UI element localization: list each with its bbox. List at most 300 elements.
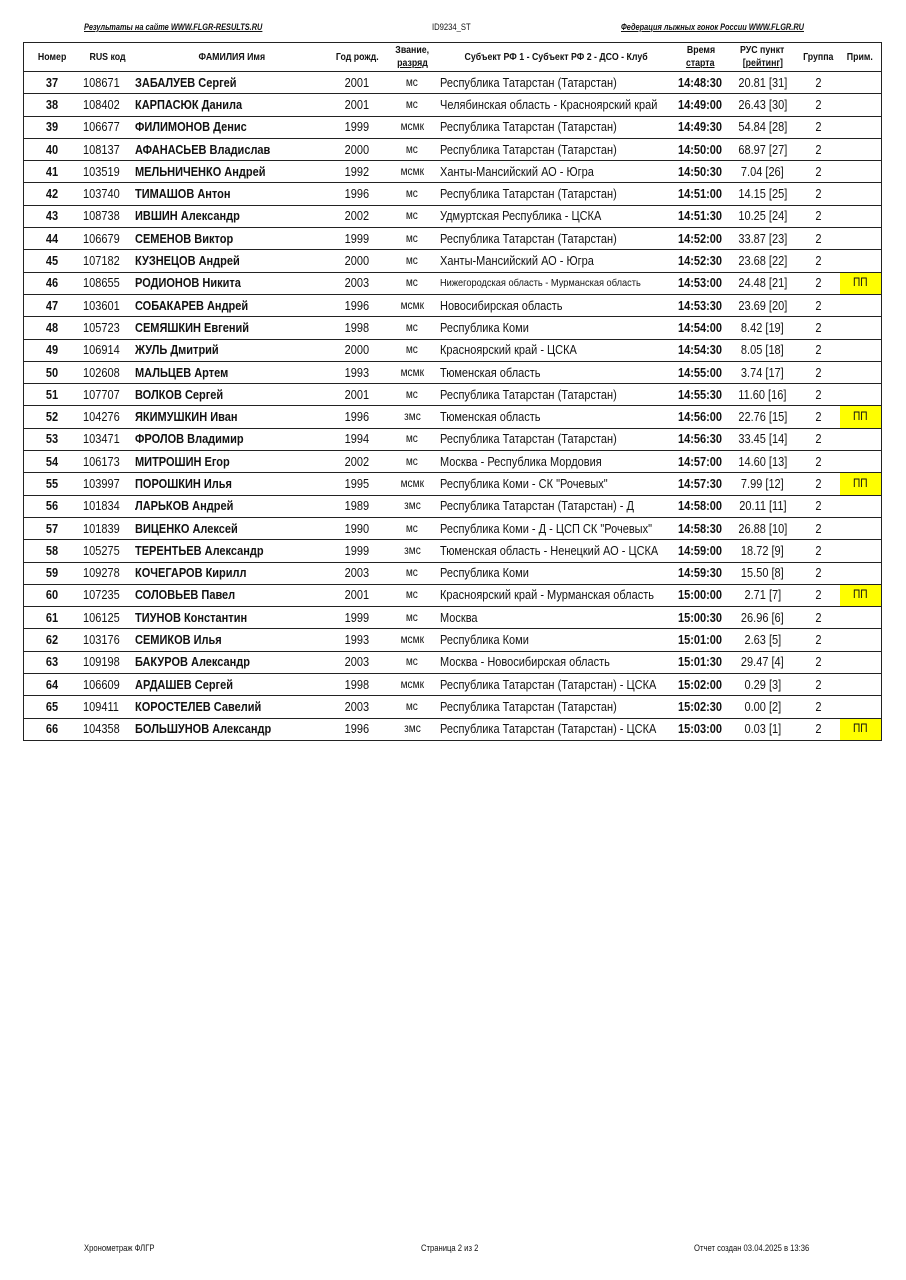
start-time: 14:53:30 — [678, 298, 723, 313]
athlete-name: КОЧЕГАРОВ Кирилл — [134, 566, 247, 581]
start-number: 56 — [46, 499, 59, 514]
start-group-cell — [798, 228, 840, 250]
rus-points: 20.11 [11] — [738, 499, 787, 514]
region-club: Республика Коми — [439, 633, 529, 648]
start-number: 58 — [46, 543, 59, 558]
rus-points-cell — [728, 562, 798, 584]
start-group-cell — [798, 72, 840, 94]
rus-code-cell — [81, 540, 135, 562]
sport-rank: мсмк — [400, 366, 424, 379]
start-number-cell — [24, 116, 81, 138]
start-time-cell — [674, 384, 728, 406]
birth-year: 1996 — [344, 410, 370, 425]
sport-rank-cell — [385, 718, 440, 740]
birth-year-cell — [330, 718, 385, 740]
sport-rank: мс — [405, 522, 419, 535]
table-row — [24, 562, 882, 584]
rus-code: 105275 — [82, 543, 120, 558]
athlete-name: АФАНАСЬЕВ Владислав — [134, 142, 270, 157]
athlete-name: АРДАШЕВ Сергей — [134, 677, 233, 692]
region-club: Красноярский край - ЦСКА — [439, 343, 577, 358]
rus-points-cell — [728, 161, 798, 183]
rus-code: 104276 — [82, 410, 120, 425]
start-number: 66 — [46, 722, 59, 737]
start-time: 14:52:00 — [678, 231, 723, 246]
birth-year-cell — [330, 495, 385, 517]
region-club: Республика Татарстан (Татарстан) - ЦСКА — [439, 722, 656, 737]
region-club: Тюменская область — [439, 365, 541, 380]
rus-code-cell — [81, 138, 135, 160]
rus-code-cell — [81, 228, 135, 250]
rus-code-cell — [81, 272, 135, 294]
start-time: 14:58:30 — [678, 521, 723, 536]
athlete-name-cell — [135, 428, 330, 450]
sport-rank-cell — [385, 651, 440, 673]
note-cell — [840, 183, 882, 205]
start-number: 53 — [46, 432, 59, 447]
document-id: ID9234_ST — [432, 22, 471, 32]
athlete-name-cell — [135, 228, 330, 250]
table-row — [24, 72, 882, 94]
start-group-cell — [798, 696, 840, 718]
region-club: Республика Коми — [439, 320, 529, 335]
birth-year-cell — [330, 384, 385, 406]
start-time-cell — [674, 161, 728, 183]
sport-rank: змс — [403, 723, 421, 736]
start-time-cell — [674, 562, 728, 584]
region-club-cell — [440, 495, 674, 517]
birth-year: 1989 — [344, 499, 370, 514]
sport-rank: мс — [405, 611, 419, 624]
rus-points: 23.68 [22] — [738, 254, 787, 269]
rus-code: 106679 — [82, 231, 120, 246]
sport-rank-cell — [385, 250, 440, 272]
rus-code: 103740 — [82, 187, 120, 202]
start-number: 57 — [46, 521, 59, 536]
start-group: 2 — [815, 410, 822, 425]
start-time-cell — [674, 361, 728, 383]
start-number: 43 — [46, 209, 59, 224]
start-time-cell — [674, 495, 728, 517]
start-time: 14:53:00 — [678, 276, 723, 291]
athlete-name-cell — [135, 451, 330, 473]
rus-points: 20.81 [31] — [738, 75, 787, 90]
start-group: 2 — [815, 454, 822, 469]
rus-code: 103176 — [82, 633, 120, 648]
start-time: 14:59:00 — [678, 543, 723, 558]
start-group: 2 — [815, 566, 822, 581]
region-club: Республика Татарстан (Татарстан) — [439, 699, 617, 714]
rus-code-cell — [81, 116, 135, 138]
rus-code: 106677 — [82, 120, 120, 135]
sport-rank-cell — [385, 629, 440, 651]
birth-year-cell — [330, 183, 385, 205]
federation-site-link[interactable]: Федерация лыжных гонок России WWW.FLGR.RU — [621, 22, 804, 32]
athlete-name: ЖУЛЬ Дмитрий — [134, 343, 219, 358]
region-club: Республика Татарстан (Татарстан) — [439, 75, 617, 90]
start-time: 15:00:00 — [678, 588, 723, 603]
rus-points: 8.42 [19] — [741, 320, 784, 335]
sport-rank-cell — [385, 205, 440, 227]
rus-code-cell — [81, 361, 135, 383]
birth-year: 1998 — [344, 677, 370, 692]
rus-code-cell — [81, 406, 135, 428]
start-group-cell — [798, 517, 840, 539]
start-number-cell — [24, 651, 81, 673]
athlete-name-cell — [135, 495, 330, 517]
rus-points: 0.03 [1] — [744, 722, 781, 737]
rus-code-cell — [81, 339, 135, 361]
results-site-link[interactable]: Результаты на сайте WWW.FLGR-RESULTS.RU — [84, 22, 263, 32]
start-time: 15:01:30 — [678, 655, 723, 670]
start-number-cell — [24, 361, 81, 383]
start-number-cell — [24, 540, 81, 562]
table-row — [24, 651, 882, 673]
rus-points-cell — [728, 651, 798, 673]
rus-points-cell — [728, 272, 798, 294]
region-club-cell — [440, 428, 674, 450]
start-group: 2 — [815, 543, 822, 558]
rus-code-cell — [81, 629, 135, 651]
athlete-name: БАКУРОВ Александр — [134, 655, 250, 670]
start-number-cell — [24, 629, 81, 651]
region-club-cell — [440, 161, 674, 183]
start-number-cell — [24, 607, 81, 629]
birth-year-cell — [330, 138, 385, 160]
col-header-rus-points: РУС пункт [рейтинг] — [728, 43, 798, 72]
rus-points-cell — [728, 228, 798, 250]
sport-rank-cell — [385, 138, 440, 160]
region-club: Республика Татарстан (Татарстан) — [439, 231, 617, 246]
start-number: 50 — [46, 365, 59, 380]
sport-rank-cell — [385, 562, 440, 584]
table-row — [24, 205, 882, 227]
birth-year-cell — [330, 339, 385, 361]
col-header-number: Номер — [24, 43, 81, 72]
start-time: 14:57:00 — [678, 454, 723, 469]
start-list-table — [23, 42, 882, 741]
start-number-cell — [24, 183, 81, 205]
start-group-cell — [798, 473, 840, 495]
sport-rank: мс — [405, 210, 419, 223]
athlete-name: ВОЛКОВ Сергей — [134, 387, 223, 402]
note-cell — [840, 161, 882, 183]
start-number: 61 — [46, 610, 59, 625]
table-row — [24, 718, 882, 740]
table-row — [24, 674, 882, 696]
athlete-name: МАЛЬЦЕВ Артем — [134, 365, 228, 380]
rus-points: 7.04 [26] — [741, 164, 784, 179]
sport-rank-cell — [385, 451, 440, 473]
region-club: Тюменская область - Ненецкий АО - ЦСКА — [439, 543, 658, 558]
rus-code-cell — [81, 94, 135, 116]
rus-points: 26.88 [10] — [738, 521, 787, 536]
start-time: 14:55:30 — [678, 387, 723, 402]
start-number: 52 — [46, 410, 59, 425]
note-cell — [840, 495, 882, 517]
start-time-cell — [674, 228, 728, 250]
region-club: Тюменская область — [439, 410, 541, 425]
sport-rank: мс — [405, 388, 419, 401]
rus-points-cell — [728, 384, 798, 406]
start-group-cell — [798, 339, 840, 361]
start-number: 62 — [46, 633, 59, 648]
start-group: 2 — [815, 610, 822, 625]
athlete-name-cell — [135, 384, 330, 406]
sport-rank-cell — [385, 584, 440, 606]
rus-points: 26.96 [6] — [741, 610, 784, 625]
start-number-cell — [24, 451, 81, 473]
athlete-name-cell — [135, 205, 330, 227]
birth-year: 1993 — [344, 365, 370, 380]
start-time: 14:51:00 — [678, 187, 723, 202]
birth-year-cell — [330, 473, 385, 495]
start-group-cell — [798, 250, 840, 272]
birth-year-cell — [330, 651, 385, 673]
col-header-rus-code: RUS код — [81, 43, 135, 72]
rus-code: 107707 — [82, 387, 120, 402]
region-club-cell — [440, 317, 674, 339]
athlete-name: ИВШИН Александр — [134, 209, 240, 224]
birth-year-cell — [330, 696, 385, 718]
col-header-note: Прим. — [840, 43, 882, 72]
rus-code-cell — [81, 161, 135, 183]
region-club: Республика Татарстан (Татарстан) - ЦСКА — [439, 677, 656, 692]
start-group-cell — [798, 384, 840, 406]
birth-year: 1999 — [344, 543, 370, 558]
rus-code-cell — [81, 651, 135, 673]
start-group-cell — [798, 674, 840, 696]
start-time-cell — [674, 205, 728, 227]
athlete-name-cell — [135, 183, 330, 205]
birth-year: 2002 — [344, 454, 370, 469]
start-number-cell — [24, 339, 81, 361]
note-cell — [840, 116, 882, 138]
note-cell — [840, 272, 882, 294]
note: ПП — [852, 411, 868, 424]
start-number-cell — [24, 517, 81, 539]
rus-points-cell — [728, 629, 798, 651]
start-number: 48 — [46, 320, 59, 335]
start-time-cell — [674, 651, 728, 673]
table-row — [24, 138, 882, 160]
athlete-name-cell — [135, 584, 330, 606]
birth-year-cell — [330, 72, 385, 94]
start-time-cell — [674, 674, 728, 696]
start-group: 2 — [815, 387, 822, 402]
start-group-cell — [798, 540, 840, 562]
athlete-name-cell — [135, 138, 330, 160]
athlete-name-cell — [135, 674, 330, 696]
start-group-cell — [798, 607, 840, 629]
athlete-name: СЕМЕНОВ Виктор — [134, 231, 233, 246]
start-group: 2 — [815, 722, 822, 737]
start-number: 39 — [46, 120, 59, 135]
start-group: 2 — [815, 365, 822, 380]
athlete-name: ТИУНОВ Константин — [134, 610, 247, 625]
start-time-cell — [674, 339, 728, 361]
birth-year: 2002 — [344, 209, 370, 224]
region-club: Республика Татарстан (Татарстан) — [439, 387, 617, 402]
birth-year: 2003 — [344, 655, 370, 670]
sport-rank: мс — [405, 277, 419, 290]
rus-code: 101834 — [82, 499, 120, 514]
region-club-cell — [440, 607, 674, 629]
rus-points: 29.47 [4] — [741, 655, 784, 670]
note-cell — [840, 562, 882, 584]
birth-year: 1992 — [344, 164, 370, 179]
athlete-name-cell — [135, 406, 330, 428]
note-cell — [840, 517, 882, 539]
rus-points: 0.00 [2] — [744, 699, 781, 714]
athlete-name: ВИЦЕНКО Алексей — [134, 521, 238, 536]
start-number: 45 — [46, 254, 59, 269]
birth-year-cell — [330, 517, 385, 539]
sport-rank-cell — [385, 674, 440, 696]
start-number-cell — [24, 205, 81, 227]
start-time: 15:01:00 — [678, 633, 723, 648]
start-number-cell — [24, 696, 81, 718]
start-time-cell — [674, 696, 728, 718]
athlete-name: ТИМАШОВ Антон — [134, 187, 231, 202]
table-row — [24, 250, 882, 272]
start-time-cell — [674, 72, 728, 94]
table-body — [24, 72, 882, 741]
rus-points-cell — [728, 607, 798, 629]
start-time-cell — [674, 517, 728, 539]
start-time-cell — [674, 629, 728, 651]
region-club: Республика Татарстан (Татарстан) — [439, 120, 617, 135]
start-number-cell — [24, 228, 81, 250]
start-time: 14:50:30 — [678, 164, 723, 179]
note-cell — [840, 406, 882, 428]
rus-code: 108137 — [82, 142, 120, 157]
start-number: 47 — [46, 298, 59, 313]
region-club-cell — [440, 696, 674, 718]
rus-points-cell — [728, 361, 798, 383]
rus-code: 102608 — [82, 365, 120, 380]
note-cell — [840, 718, 882, 740]
note: ПП — [852, 589, 868, 602]
start-group-cell — [798, 138, 840, 160]
table-row — [24, 584, 882, 606]
start-group-cell — [798, 116, 840, 138]
start-time: 14:48:30 — [678, 75, 723, 90]
table-row — [24, 294, 882, 316]
table-row — [24, 384, 882, 406]
region-club-cell — [440, 272, 674, 294]
athlete-name-cell — [135, 651, 330, 673]
table-row — [24, 473, 882, 495]
athlete-name-cell — [135, 629, 330, 651]
rus-points: 10.25 [24] — [738, 209, 787, 224]
rus-code: 107182 — [82, 254, 120, 269]
note-cell — [840, 696, 882, 718]
start-time: 14:52:30 — [678, 254, 723, 269]
sport-rank: мс — [405, 433, 419, 446]
start-group: 2 — [815, 75, 822, 90]
region-club: Республика Татарстан (Татарстан) - Д — [439, 499, 634, 514]
region-club-cell — [440, 138, 674, 160]
athlete-name-cell — [135, 294, 330, 316]
start-number-cell — [24, 384, 81, 406]
sport-rank: мсмк — [400, 678, 424, 691]
start-group-cell — [798, 718, 840, 740]
athlete-name-cell — [135, 116, 330, 138]
birth-year-cell — [330, 250, 385, 272]
rus-code-cell — [81, 72, 135, 94]
sport-rank: мсмк — [400, 634, 424, 647]
start-time: 14:58:00 — [678, 499, 723, 514]
rus-points-cell — [728, 94, 798, 116]
table-row — [24, 116, 882, 138]
sport-rank: мс — [405, 98, 419, 111]
sport-rank-cell — [385, 228, 440, 250]
athlete-name: ЗАБАЛУЕВ Сергей — [134, 75, 237, 90]
note-cell — [840, 72, 882, 94]
sport-rank-cell — [385, 317, 440, 339]
start-group-cell — [798, 161, 840, 183]
rus-code-cell — [81, 205, 135, 227]
sport-rank-cell — [385, 94, 440, 116]
start-group: 2 — [815, 209, 822, 224]
region-club-cell — [440, 718, 674, 740]
birth-year-cell — [330, 116, 385, 138]
athlete-name-cell — [135, 161, 330, 183]
rus-points-cell — [728, 317, 798, 339]
sport-rank: змс — [403, 544, 421, 557]
region-club: Новосибирская область — [439, 298, 563, 313]
rus-points-cell — [728, 205, 798, 227]
birth-year-cell — [330, 584, 385, 606]
start-number-cell — [24, 473, 81, 495]
table-row — [24, 629, 882, 651]
start-time-cell — [674, 473, 728, 495]
rus-points: 18.72 [9] — [741, 543, 784, 558]
birth-year: 1996 — [344, 298, 370, 313]
note-cell — [840, 384, 882, 406]
region-club-cell — [440, 562, 674, 584]
start-time-cell — [674, 406, 728, 428]
rus-code-cell — [81, 674, 135, 696]
rus-code-cell — [81, 317, 135, 339]
rus-code-cell — [81, 517, 135, 539]
rus-code: 107235 — [82, 588, 120, 603]
note-cell — [840, 361, 882, 383]
birth-year-cell — [330, 428, 385, 450]
start-number-cell — [24, 562, 81, 584]
start-number-cell — [24, 674, 81, 696]
rus-points: 2.71 [7] — [744, 588, 781, 603]
table-row — [24, 272, 882, 294]
table-row — [24, 317, 882, 339]
birth-year: 2000 — [344, 254, 370, 269]
sport-rank: мс — [405, 188, 419, 201]
athlete-name-cell — [135, 696, 330, 718]
start-number-cell — [24, 584, 81, 606]
start-group-cell — [798, 428, 840, 450]
start-group: 2 — [815, 120, 822, 135]
start-group: 2 — [815, 633, 822, 648]
rus-code-cell — [81, 384, 135, 406]
rus-code: 109278 — [82, 566, 120, 581]
athlete-name: СЕМЯШКИН Евгений — [134, 320, 249, 335]
region-club-cell — [440, 116, 674, 138]
sport-rank-cell — [385, 696, 440, 718]
rus-code: 106914 — [82, 343, 120, 358]
birth-year-cell — [330, 228, 385, 250]
region-club: Ханты-Мансийский АО - Югра — [439, 164, 594, 179]
